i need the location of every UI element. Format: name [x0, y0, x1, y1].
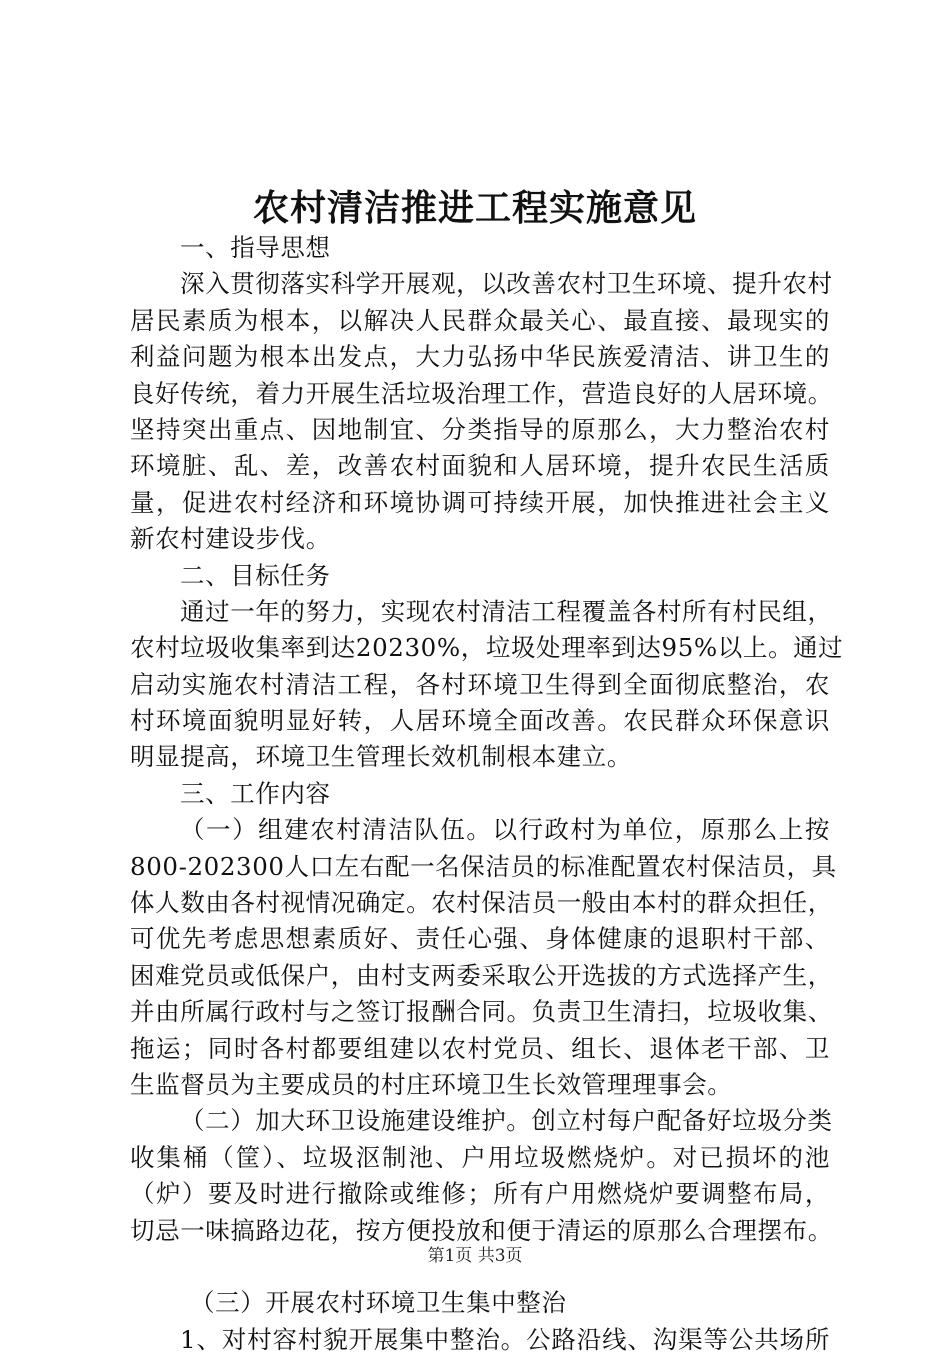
- paragraph-line: 启动实施农村清洁工程，各村环境卫生得到全面彻底整治，农: [130, 669, 830, 699]
- paragraph-line: （一）组建农村清洁队伍。以行政村为单位，原那么上按: [180, 815, 830, 845]
- paragraph-line: 农村垃圾收集率到达20230%，垃圾处理率到达95%以上。通过: [130, 633, 844, 663]
- section-heading: 二、目标任务: [180, 560, 331, 590]
- paragraph-line: 坚持突出重点、因地制宜、分类指导的原那么，大力整治农村: [130, 414, 830, 444]
- section-heading: 三、工作内容: [180, 778, 331, 808]
- document-title: 农村清洁推进工程实施意见: [252, 187, 697, 229]
- paragraph-line: 生监督员为主要成员的村庄环境卫生长效管理理事会。: [130, 1069, 733, 1099]
- paragraph-line: 新农村建设步伐。: [130, 524, 331, 554]
- paragraph-line: 困难党员或低保户，由村支两委采取公开选拔的方式选择产生，: [130, 960, 833, 990]
- paragraph-line: 良好传统，着力开展生活垃圾治理工作，营造良好的人居环境。: [130, 378, 833, 408]
- paragraph-line: 明显提高，环境卫生管理长效机制根本建立。: [130, 742, 632, 772]
- paragraph-line: 切忌一味搞路边花，按方便投放和便于清运的原那么合理摆布。: [130, 1215, 833, 1245]
- paragraph-line: 拖运；同时各村都要组建以农村党员、组长、退体老干部、卫: [130, 1033, 830, 1063]
- paragraph-line: 利益问题为根本出发点，大力弘扬中华民族爱清洁、讲卫生的: [130, 342, 830, 372]
- paragraph-line: 800-202300人口左右配一名保洁员的标准配置农村保洁员，具: [130, 851, 837, 881]
- paragraph-line: 深入贯彻落实科学开展观，以改善农村卫生环境、提升农村: [180, 269, 833, 299]
- paragraph-line: 通过一年的努力，实现农村清洁工程覆盖各村所有村民组，: [180, 596, 833, 626]
- paragraph-line: 可优先考虑思想素质好、责任心强、身体健康的退职村干部、: [130, 924, 830, 954]
- paragraph-line: （炉）要及时进行撤除或维修；所有户用燃烧炉要调整布局，: [130, 1179, 830, 1209]
- paragraph-line: 环境脏、乱、差，改善农村面貌和人居环境，提升农民生活质: [130, 451, 830, 481]
- paragraph-line: 量，促进农村经济和环境协调可持续开展，加快推进社会主义: [130, 487, 830, 517]
- paragraph-line: （二）加大环卫设施建设维护。创立村每户配备好垃圾分类: [180, 1106, 833, 1136]
- document-body: [130, 230, 844, 1358]
- paragraph-line: 村环境面貌明显好转，人居环境全面改善。农民群众环保意识: [130, 706, 830, 736]
- paragraph-line: 体人数由各村视情况确定。农村保洁员一般由本村的群众担任，: [130, 888, 833, 918]
- subsection-heading: （三）开展农村环境卫生集中整治: [190, 1288, 567, 1318]
- paragraph-line: 1、对村容村貌开展集中整治。公路沿线、沟渠等公共场所: [180, 1324, 830, 1354]
- paragraph-line: 并由所属行政村与之签订报酬合同。负责卫生清扫，垃圾收集、: [130, 997, 833, 1027]
- page-footer: 第1页 共3页: [427, 1246, 523, 1266]
- section-heading: 一、指导思想: [180, 233, 331, 262]
- paragraph-line: 收集桶（筐）、垃圾沤制池、户用垃圾燃烧炉。对已损坏的池: [130, 1142, 830, 1172]
- paragraph-line: 居民素质为根本，以解决人民群众最关心、最直接、最现实的: [130, 305, 830, 335]
